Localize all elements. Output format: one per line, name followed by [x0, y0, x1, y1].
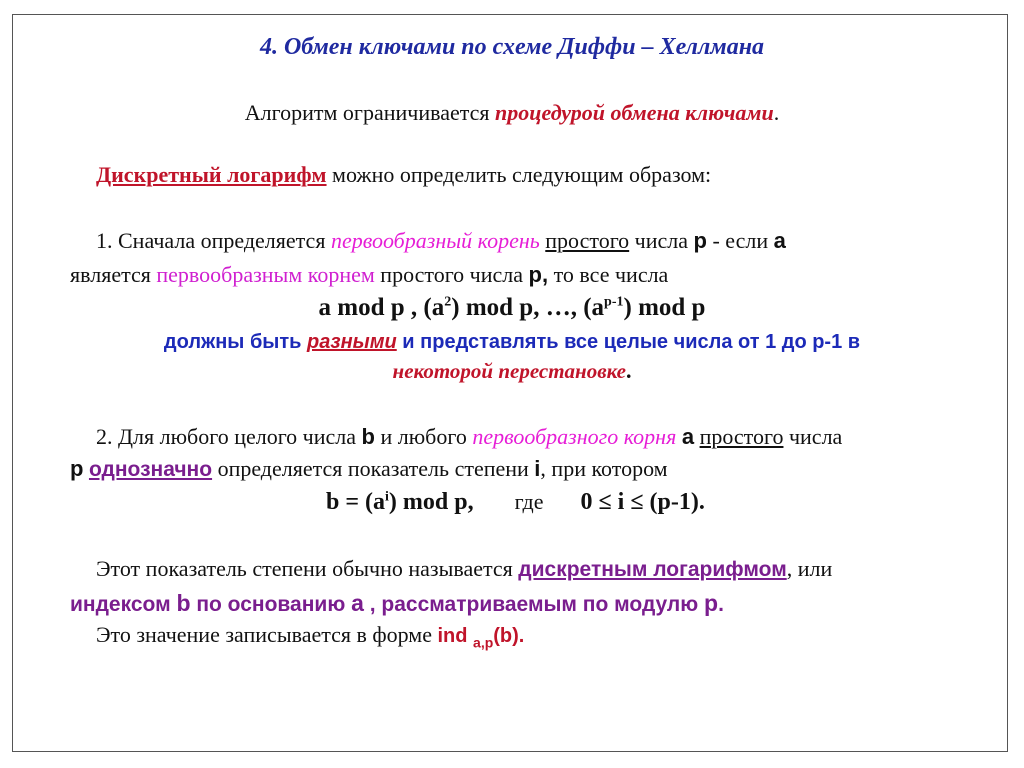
- text: .: [718, 593, 724, 616]
- formula-part: b = (а: [326, 489, 386, 515]
- text: - если: [706, 228, 774, 253]
- var-a: а: [681, 424, 695, 449]
- prime-term: простого: [699, 424, 784, 449]
- text: .: [773, 100, 780, 125]
- var-b: b: [176, 590, 191, 616]
- discrete-log-definition-line: [96, 162, 711, 188]
- var-i: i: [534, 456, 541, 481]
- formula-part: а mod р , (а: [318, 294, 445, 321]
- var-a: а: [351, 590, 364, 616]
- var-p: р: [70, 456, 84, 481]
- exponent: 2: [444, 294, 452, 310]
- text: и любого: [374, 424, 473, 449]
- paragraph-3-line-1: [96, 556, 832, 583]
- text: числа: [629, 228, 694, 253]
- primitive-root-term: первообразный корень: [330, 228, 540, 253]
- index-subscript: а,р: [473, 634, 494, 651]
- text: , при котором: [540, 456, 668, 481]
- text: является: [70, 262, 157, 287]
- paragraph-1-line-4: [0, 358, 1024, 384]
- formula-part: ) mod р, …, (а: [451, 294, 605, 321]
- paragraph-1-line-2: [70, 262, 668, 288]
- formula-part: ) mod р: [623, 294, 706, 321]
- key-exchange-term: процедурой обмена ключами: [495, 100, 774, 125]
- formula-powers: [0, 295, 1024, 321]
- index-notation: (b).: [493, 625, 525, 647]
- var-p: р: [704, 590, 719, 616]
- text: простого числа: [374, 262, 529, 287]
- text: где: [514, 489, 544, 514]
- discrete-log-term: Дискретный логарифм: [96, 162, 327, 187]
- uniquely-term: однозначно: [88, 458, 213, 481]
- text: должны быть: [163, 331, 308, 353]
- text: определяется показатель степени: [212, 456, 535, 481]
- var-p: р: [693, 228, 707, 253]
- var-p: р,: [528, 262, 549, 287]
- text: Этот показатель степени обычно называется: [96, 556, 519, 581]
- text: .: [625, 358, 632, 383]
- paragraph-1-line-3: [0, 328, 1024, 355]
- var-b: b: [361, 424, 375, 449]
- slide-title: 4. Обмен ключами по схеме Диффи – Хеллмана: [259, 34, 765, 60]
- algorithm-line: [0, 100, 1024, 126]
- paragraph-3-line-2: [70, 590, 724, 618]
- var-a: а: [773, 228, 786, 253]
- formula-part: ) mod р,: [388, 489, 474, 515]
- text: числа: [783, 424, 843, 449]
- text: 1. Сначала определяется: [96, 228, 331, 253]
- exponent: р-1: [604, 294, 624, 310]
- discrete-log-term: дискретным логарифмом: [518, 558, 787, 581]
- text: можно определить следующим образом:: [326, 162, 712, 187]
- text: Это значение записывается в форме: [96, 622, 438, 647]
- index-notation: ind: [437, 625, 474, 647]
- primitive-root-term: первообразного корня: [472, 424, 677, 449]
- distinct-term: разными: [307, 331, 397, 353]
- permutation-term: некоторой перестановке: [392, 359, 626, 383]
- prime-term: простого: [545, 228, 630, 253]
- formula-discrete-log: [326, 489, 705, 515]
- exponent: i: [385, 489, 389, 505]
- text: 2. Для любого целого числа: [96, 424, 362, 449]
- text: то все числа: [548, 262, 669, 287]
- formula-range: 0 ≤ i ≤ (р-1).: [580, 489, 705, 515]
- text: индексом: [70, 593, 177, 616]
- paragraph-2-line-1: [96, 424, 842, 450]
- paragraph-3-line-3: [96, 622, 524, 649]
- primitive-root-term: первообразным корнем: [156, 262, 375, 287]
- text: и представлять все целые числа от 1 до р-1 в: [396, 331, 861, 353]
- text: по основанию: [190, 593, 352, 616]
- text: , рассматриваемым по модулю: [363, 593, 705, 616]
- paragraph-1-line-1: [96, 228, 786, 254]
- text: Алгоритм ограничивается: [244, 100, 495, 125]
- paragraph-2-line-2: [70, 456, 668, 483]
- text: , или: [786, 556, 833, 581]
